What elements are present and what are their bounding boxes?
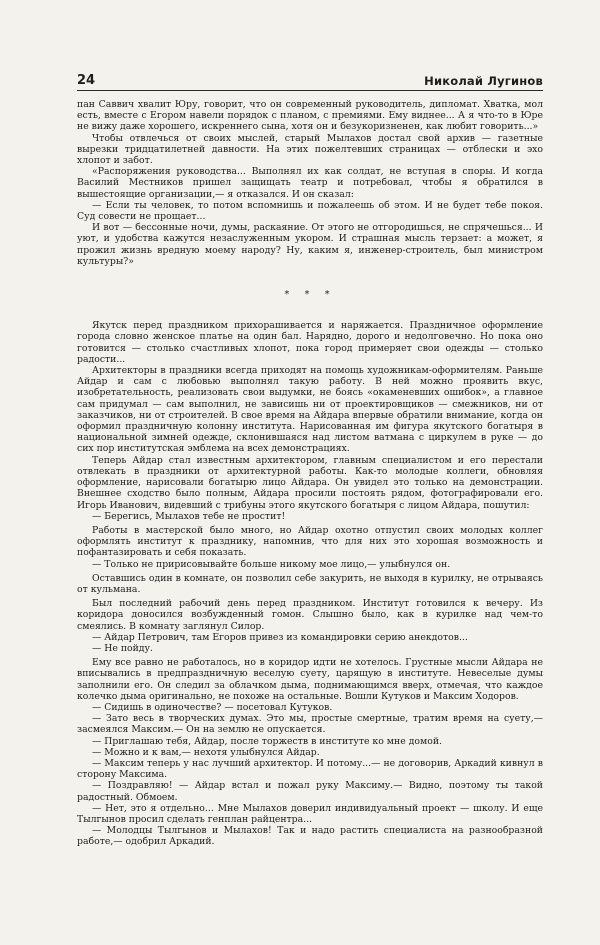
section-separator: * * * [284, 289, 336, 301]
paragraph: — Если ты человек, то потом вспомнишь и пожалеешь об этом. И не будет тебе покоя. Суд совести не прощает... [77, 199, 543, 223]
page-number: 24 [77, 73, 96, 88]
paragraph: Архитекторы в праздники всегда приходят на помощь художникам-оформителям. Раньше Айдар и сам с любовью выполнял такую работу. В ней можно проявить вкус, изобретательность, реализовать свои выдумки, не боясь «окаменевших ошибок», а главное сам придумал — сам выполнил, не зависишь ни от проектировщиков — смежников, ни от заказчиков, ни от строителей. В свое время на Айдара впервые обратили внимание, когда он оформил праздничную колонну института. Нарисованная им фигура якутского богатыря в национальной зимней одежде, склонившаяся над листом ватмана с циркулем в руке — до сих пор институтская эмблема на всех демонстрациях. [77, 365, 543, 455]
paragraph: — Зато весь в творческих думах. Это мы, простые смертные, тратим время на суету,— засмеялся Максим.— Он на землю не опускается. [77, 713, 543, 736]
paragraph: Ему все равно не работалось, но в коридор идти не хотелось. Грустные мысли Айдара не вписывались в предпраздничную веселую суету, царящую в институте. Невеселые думы заполнили его. Он следил за облачком дыма, поднимающимся вверх, отмечая, что каждое колечко дыма оригинально, не похоже на остальные. Вошли Кутуков и Максим Ходоров. [77, 657, 543, 702]
paragraph: Работы в мастерской было много, но Айдар охотно отпустил своих молодых коллег оформлять институт к празднику, напомнив, что для них это хорошая возможность и пофантазировать и себя показать. [77, 524, 543, 559]
paragraph: — Молодцы Тылгынов и Мылахов! Так и надо растить специалиста на разнообразной работе,— одобрил Аркадий. [77, 825, 543, 848]
paragraph: «Распоряжения руководства... Выполнял их как солдат, не вступая в споры. И когда Василий Местников пришел защищать театр и потребовал, чтобы я обратился в вышестоящие организации,— я отказался. И он сказал: [77, 166, 543, 200]
running-title: Николай Лугинов [424, 74, 543, 88]
body-text [77, 99, 543, 848]
paragraph: пан Саввич хвалит Юру, говорит, что он современный руководитель, дипломат. Хватка, мол есть, вместе с Егором навели порядок с планом, с премиями. Ему виднее... А я что-то в Юре не вижу даже хорошего, искреннего сына, хотя он и безукоризненен, как любит говорить...» [77, 99, 543, 133]
page-header [77, 68, 543, 91]
paragraph: — Сидишь в одиночестве? — посетовал Кутуков. [92, 701, 333, 713]
paragraph: — Приглашаю тебя, Айдар, после торжеств в институте ко мне домой. [92, 735, 442, 747]
paragraph: — Не пойду. [92, 642, 153, 654]
paragraph: Теперь Айдар стал известным архитектором, главным специалистом и его перестали отвлекать в праздники от архитектурной работы. Как-то молодые коллеги, обновляя оформление, нарисовали богатырю лицо Айдара. Он увидел это только на демонстрации. Внешнее сходство было полным, Айдара просили постоять рядом, фотографировали его. Игорь Иванович, видевший с трибуны этого якутского богатыря с лицом Айдара, пошутил: [77, 454, 543, 511]
paragraph: Чтобы отвлечься от своих мыслей, старый Мылахов достал свой архив — газетные вырезки тридцатилетней давности. На этих пожелтевших страницах — отблески и эхо хлопот и забот. [77, 132, 543, 167]
paragraph: — Айдар Петрович, там Егоров привез из командировки серию анекдотов... [92, 631, 468, 643]
paragraph: — Можно и к вам,— нехотя улыбнулся Айдар. [92, 746, 320, 758]
paragraph: — Максим теперь у нас лучший архитектор. И потому...— не договорив, Аркадий кивнул в сторону Максима. [77, 757, 543, 781]
paragraph: — Только не пририсовывайте больше никому мое лицо,— улыбнулся он. [92, 558, 451, 570]
paragraph: Оставшись один в комнате, он позволил себе закурить, не выходя в курилку, не отрываясь от кульмана. [77, 572, 543, 595]
paragraph: — Нет, это я отдельно... Мне Мылахов доверил индивидуальный проект — школу. И еще Тылгынов просил сделать генплан райцентра... [77, 802, 543, 825]
paragraph: — Поздравляю! — Айдар встал и пожал руку Максиму.— Видно, поэтому ты такой радостный. Обмоем. [77, 780, 543, 803]
paragraph: Якутск перед праздником прихорашивается и наряжается. Праздничное оформление города словно женское платье на один бал. Нарядно, дорого и недолговечно. Но пока оно готовится — столько счастливых хлопот, пока город примеряет свои одежды — столько радости... [77, 320, 543, 365]
paragraph: И вот — бессонные ночи, думы, раскаяние. От этого не отгородишься, не спрячешься... И уют, и удобства кажутся незаслуженным укором. И страшная мысль терзает: а может, я прожил жизнь вредную моему народу? Ну, каким я, инженер-строитель, был министром культуры?» [77, 222, 543, 267]
paragraph: Был последний рабочий день перед праздником. Институт готовился к вечеру. Из коридора доносился возбужденный гомон. Слышно было, как в курилке над чем-то смеялись. В комнату заглянул Силор. [77, 598, 543, 632]
paragraph: — Берегись, Мылахов тебе не простит! [92, 510, 286, 522]
